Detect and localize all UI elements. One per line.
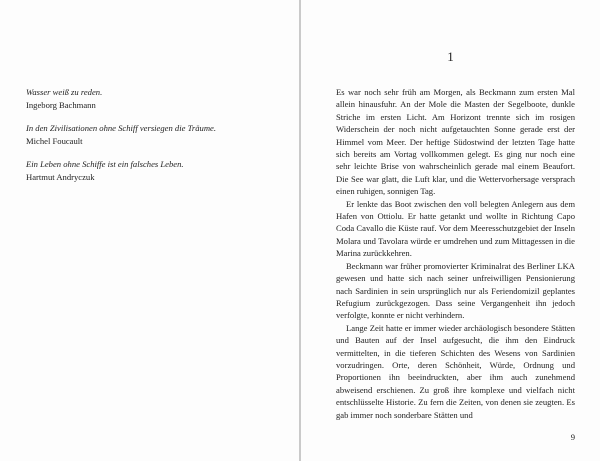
epigraphs (26, 86, 286, 194)
epigraph-quote: In den Zivilisationen ohne Schiff versiegen die Träume. (26, 123, 216, 133)
paragraph: Beckmann war früher promovierter Kriminalrat des Berliner LKA gewesen und hatte sich nach seiner unfreiwilligen Pensionierung nach Sardinien in sein ursprünglich nur als Feriendomizil geplantes Refugium zurückgezogen. Dass seine Vergangenheit ihn jedoch verfolgte, konnte er nicht verhindern. (336, 260, 575, 321)
epigraph (26, 122, 286, 148)
paragraph: Lange Zeit hatte er immer wieder archäologisch besondere Stätten und Bauten auf der Insel aufgesucht, die ihm den Eindruck vermittelten, in die tieferen Schichten des Wesens von Sardinien vorzudringen. Orte, deren Schönheit, Würde, Ordnung und Proportionen ihn beeindruckten, aber ihm auch zunehmend abweisend erschienen. Zu groß ihre komplexe und vielfach nicht entschlüsselte Historie. Zu fern die Zeiten, von denen sie zeugten. Es gab immer noch sonderbare Stätten und (336, 322, 575, 420)
right-page (301, 0, 600, 461)
page-number: 9 (570, 432, 575, 442)
epigraph-author: Hartmut Andryczuk (26, 172, 95, 182)
epigraph-author: Michel Foucault (26, 136, 83, 146)
paragraph: Es war noch sehr früh am Morgen, als Beckmann zum ersten Mal allein hinausfuhr. An der Mole die Masten der Segelboote, dunkle Striche im ersten Licht. Am Horizont trennte sich im rosigen Widerschein der noch nicht aufgetauchten Sonne gerade erst der Himmel vom Meer. Der heftige Südostwind der letzten Tage hatte sich bereits am Vortag vollkommen gelegt. Es ging nur noch eine sehr leichte Brise von wahrscheinlich gerade mal einem Beaufort. Die See war glatt, die Luft klar, und die Wettervorhersage versprach einen ruhigen, sonnigen Tag. (336, 87, 575, 197)
epigraph (26, 86, 286, 112)
paragraph: Er lenkte das Boot zwischen den voll belegten Anlegern aus dem Hafen von Ottiolu. Er hatte getankt und wollte in Richtung Capo Coda Cavallo die Küste rauf. Vor dem Meeresschutzgebiet der Inseln Molara und Tavolara würde er umdrehen und zum Mittagessen in die Marina zurückkehren. (336, 198, 575, 259)
epigraph-quote: Ein Leben ohne Schiffe ist ein falsches Leben. (26, 159, 184, 169)
body-text (336, 86, 575, 421)
chapter-number: 1 (447, 49, 454, 64)
epigraph (26, 158, 286, 184)
epigraph-quote: Wasser weiß zu reden. (26, 87, 103, 97)
epigraph-author: Ingeborg Bachmann (26, 100, 96, 110)
left-page (0, 0, 299, 461)
